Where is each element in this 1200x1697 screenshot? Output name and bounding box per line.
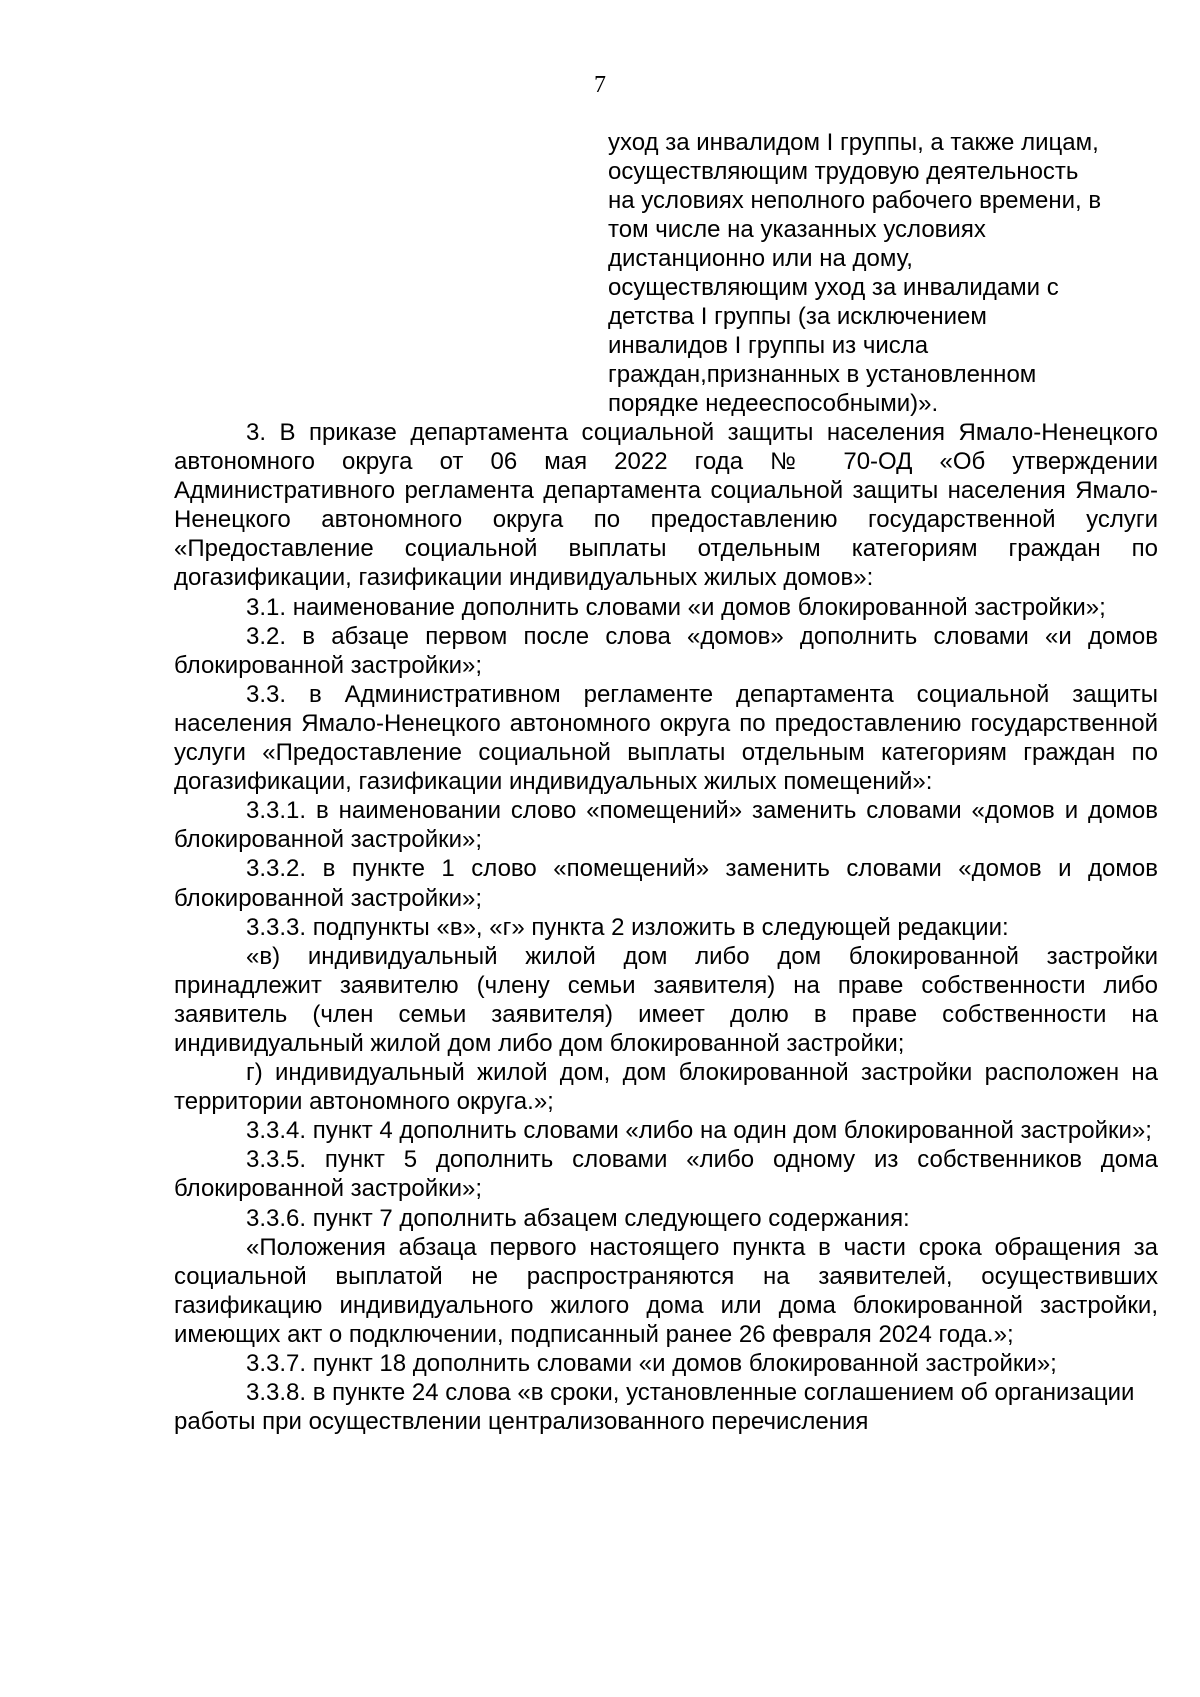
paragraph-3-3-6: 3.3.6. пункт 7 дополнить абзацем следующего содержания:	[246, 1204, 910, 1232]
page-number: 7	[594, 72, 606, 98]
paragraph-3-3-3: 3.3.3. подпункты «в», «г» пункта 2 изложить в следующей редакции:	[246, 913, 1009, 941]
paragraph-3-3-7: 3.3.7. пункт 18 дополнить словами «и домов блокированной застройки»;	[246, 1350, 1057, 1377]
paragraph-3-3-4: 3.3.4. пункт 4 дополнить словами «либо на один дом блокированной застройки»;	[246, 1117, 1152, 1145]
paragraph-3-3: 3.3. в Административном регламенте департамента социальной защиты населения Ямало-Ненецкого автономного округа по предоставлению государственной услуги «Предоставление социальной выплаты отдельным категориям граждан по догазификации, газификации индивидуальных жилых помещений»:	[174, 680, 1158, 796]
paragraph-3-3-1: 3.3.1. в наименовании слово «помещений» заменить словами «домов и домов блокированной застройки»;	[174, 797, 1158, 854]
subitem-v: «в) индивидуальный жилой дом либо дом блокированной застройки принадлежит заявителю (члену семьи заявителя) на праве собственности либо заявитель (член семьи заявителя) имеет долю в праве собственности на индивидуальный жилой дом либо дом блокированной застройки;	[174, 942, 1158, 1057]
quoted-line: инвалидов I группы из числа	[608, 332, 929, 359]
quoted-line: уход за инвалидом I группы, а также лицам,	[608, 129, 1099, 156]
quoted-line: осуществляющим уход за инвалидами с	[608, 274, 1059, 301]
quoted-line: детства I группы (за исключением	[608, 303, 987, 330]
quoted-text-block	[608, 128, 1168, 418]
paragraph-3-3-8: 3.3.8. в пункте 24 слова «в сроки, установленные соглашением об организации работы при осуществлении централизованного перечисления	[174, 1379, 1135, 1436]
paragraph-3-3-2: 3.3.2. в пункте 1 слово «помещений» заменить словами «домов и домов блокированной застройки»;	[174, 855, 1158, 912]
paragraph-3-3-5: 3.3.5. пункт 5 дополнить словами «либо одному из собственников дома блокированной застройки»;	[174, 1146, 1158, 1203]
document-body	[174, 418, 1158, 1436]
quoted-line: порядке недееспособными)».	[608, 390, 939, 417]
quoted-line: осуществляющим трудовую деятельность	[608, 158, 1079, 185]
paragraph-quote-provisions: «Положения абзаца первого настоящего пункта в части срока обращения за социальной выплатой не распространяются на заявителей, осуществивших газификацию индивидуального жилого дома или дома блокированной застройки, имеющих акт о подключении, подписанный ранее 26 февраля 2024 года.»;	[174, 1233, 1158, 1348]
paragraph-3-1: 3.1. наименование дополнить словами «и домов блокированной застройки»;	[246, 593, 1106, 621]
quoted-line: на условиях неполного рабочего времени, в	[608, 187, 1102, 214]
paragraph-3: 3. В приказе департамента социальной защиты населения Ямало-Ненецкого автономного округа от 06 мая 2022 года № 70-ОД «Об утверждении Административного регламента департамента социальной защиты населения Ямало-Ненецкого автономного округа по предоставлению государственной услуги «Предоставление социальной выплаты отдельным категориям граждан по догазификации, газификации индивидуальных жилых домов»:	[174, 419, 1158, 592]
paragraph-3-2: 3.2. в абзаце первом после слова «домов» дополнить словами «и домов блокированной застройки»;	[174, 622, 1158, 679]
quoted-line: том числе на указанных условиях	[608, 216, 986, 243]
subitem-g: г) индивидуальный жилой дом, дом блокированной застройки расположен на территории автономного округа.»;	[174, 1059, 1158, 1116]
quoted-line: граждан,признанных в установленном	[608, 361, 1037, 388]
quoted-line: дистанционно или на дому,	[608, 245, 913, 272]
